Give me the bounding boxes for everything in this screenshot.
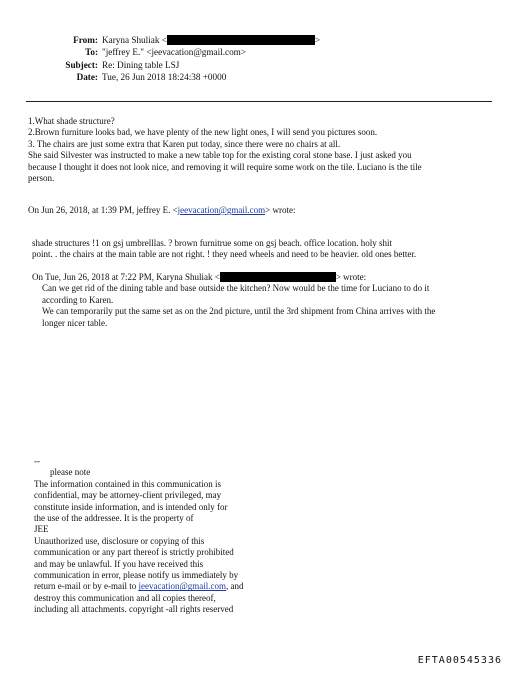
footer-line: confidential, may be attorney-client privileged, may	[34, 490, 222, 501]
subject-value: Re: Dining table LSJ	[102, 59, 180, 70]
from-close: >	[314, 35, 321, 45]
signature-separator: --	[34, 456, 40, 466]
quoted-message-2	[32, 272, 498, 329]
quoted-line: point. . the chairs at the main table are not right. ! they need wheels and need to be heavier. old ones better.	[32, 249, 417, 260]
subject-row	[20, 59, 320, 71]
quote-intro-text: On Jun 26, 2018, at 1:39 PM, jeffrey E. <	[28, 205, 178, 215]
date-label: Date:	[76, 72, 98, 83]
confidentiality-footer	[34, 456, 294, 616]
redaction-box	[220, 272, 336, 282]
to-label: To:	[85, 47, 98, 58]
date-row	[20, 71, 320, 83]
footer-line: and may be unlawful. If you have received this	[34, 558, 204, 569]
reply-line: 1.What shade structure?	[28, 116, 115, 126]
footer-line: Unauthorized use, disclosure or copying of this	[34, 535, 205, 546]
quoted-line: according to Karen.	[42, 294, 114, 305]
reply-body	[28, 116, 494, 184]
to-row	[20, 46, 320, 58]
footer-line: destroy this communication and all copies thereof,	[34, 592, 216, 603]
quote-intro-1	[28, 205, 494, 216]
to-value: "jeffrey E." <jeevacation@gmail.com>	[102, 47, 247, 58]
quoted-line: shade structures !1 on gsj umbrelllas. ? brown furnitrue some on gsj beach. office location. holy shit	[32, 238, 392, 248]
reply-line: She said Silvester was instructed to make a new table top for the existing coral stone base. I just asked you	[28, 150, 412, 161]
footer-line: including all attachments. copyright -all rights reserved	[34, 604, 234, 615]
from-row	[20, 34, 320, 46]
footer-line: , and	[225, 581, 244, 592]
subject-label: Subject:	[65, 59, 98, 70]
footer-line: The information contained in this communication is	[34, 478, 221, 489]
quote-intro-text: > wrote:	[335, 272, 367, 282]
footer-line: JEE	[34, 524, 49, 535]
reply-line: person.	[28, 173, 55, 184]
footer-line: constitute inside information, and is intended only for	[34, 501, 228, 512]
from-value: Karyna Shuliak <	[102, 35, 167, 45]
quoted-message-1	[32, 238, 498, 261]
reply-line: 3. The chairs are just some extra that Karen put today, since there were no chairs at all.	[28, 138, 341, 149]
email-header	[20, 34, 320, 84]
quoted-line: Can we get rid of the dining table and base outside the kitchen? Now would be the time for Luciano to do it	[42, 283, 430, 294]
footer-line: communication or any part thereof is strictly prohibited	[34, 547, 234, 558]
quoted-line: longer nicer table.	[42, 317, 108, 328]
email-link[interactable]: jeevacation@gmail.com	[138, 581, 226, 592]
from-label: From:	[73, 35, 98, 45]
reply-line: 2.Brown furniture looks bad, we have plenty of the new light ones, I will send you pictures soon.	[28, 127, 378, 138]
footer-note: please note	[50, 467, 91, 478]
footer-line: the use of the addressee. It is the property of	[34, 513, 194, 524]
quote-intro-text: On Tue, Jun 26, 2018 at 7:22 PM, Karyna Shuliak <	[32, 272, 220, 282]
bates-number: EFTA00545336	[417, 655, 502, 666]
footer-line: return e-mail or by e-mail to	[34, 581, 139, 592]
quote-intro-text: > wrote:	[265, 205, 296, 215]
quoted-line: We can temporarily put the same set as on the 2nd picture, until the 3rd shipment from China arrives with the	[42, 306, 436, 317]
redaction-box	[167, 35, 315, 45]
email-link[interactable]: jeevacation@gmail.com	[177, 205, 266, 215]
header-divider	[26, 101, 492, 102]
footer-line: communication in error, please notify us immediately by	[34, 570, 239, 581]
date-value: Tue, 26 Jun 2018 18:24:38 +0000	[102, 72, 227, 83]
reply-line: because I thought it does not look nice, and removing it will require some work on the tile. Luciano is the tile	[28, 161, 422, 172]
